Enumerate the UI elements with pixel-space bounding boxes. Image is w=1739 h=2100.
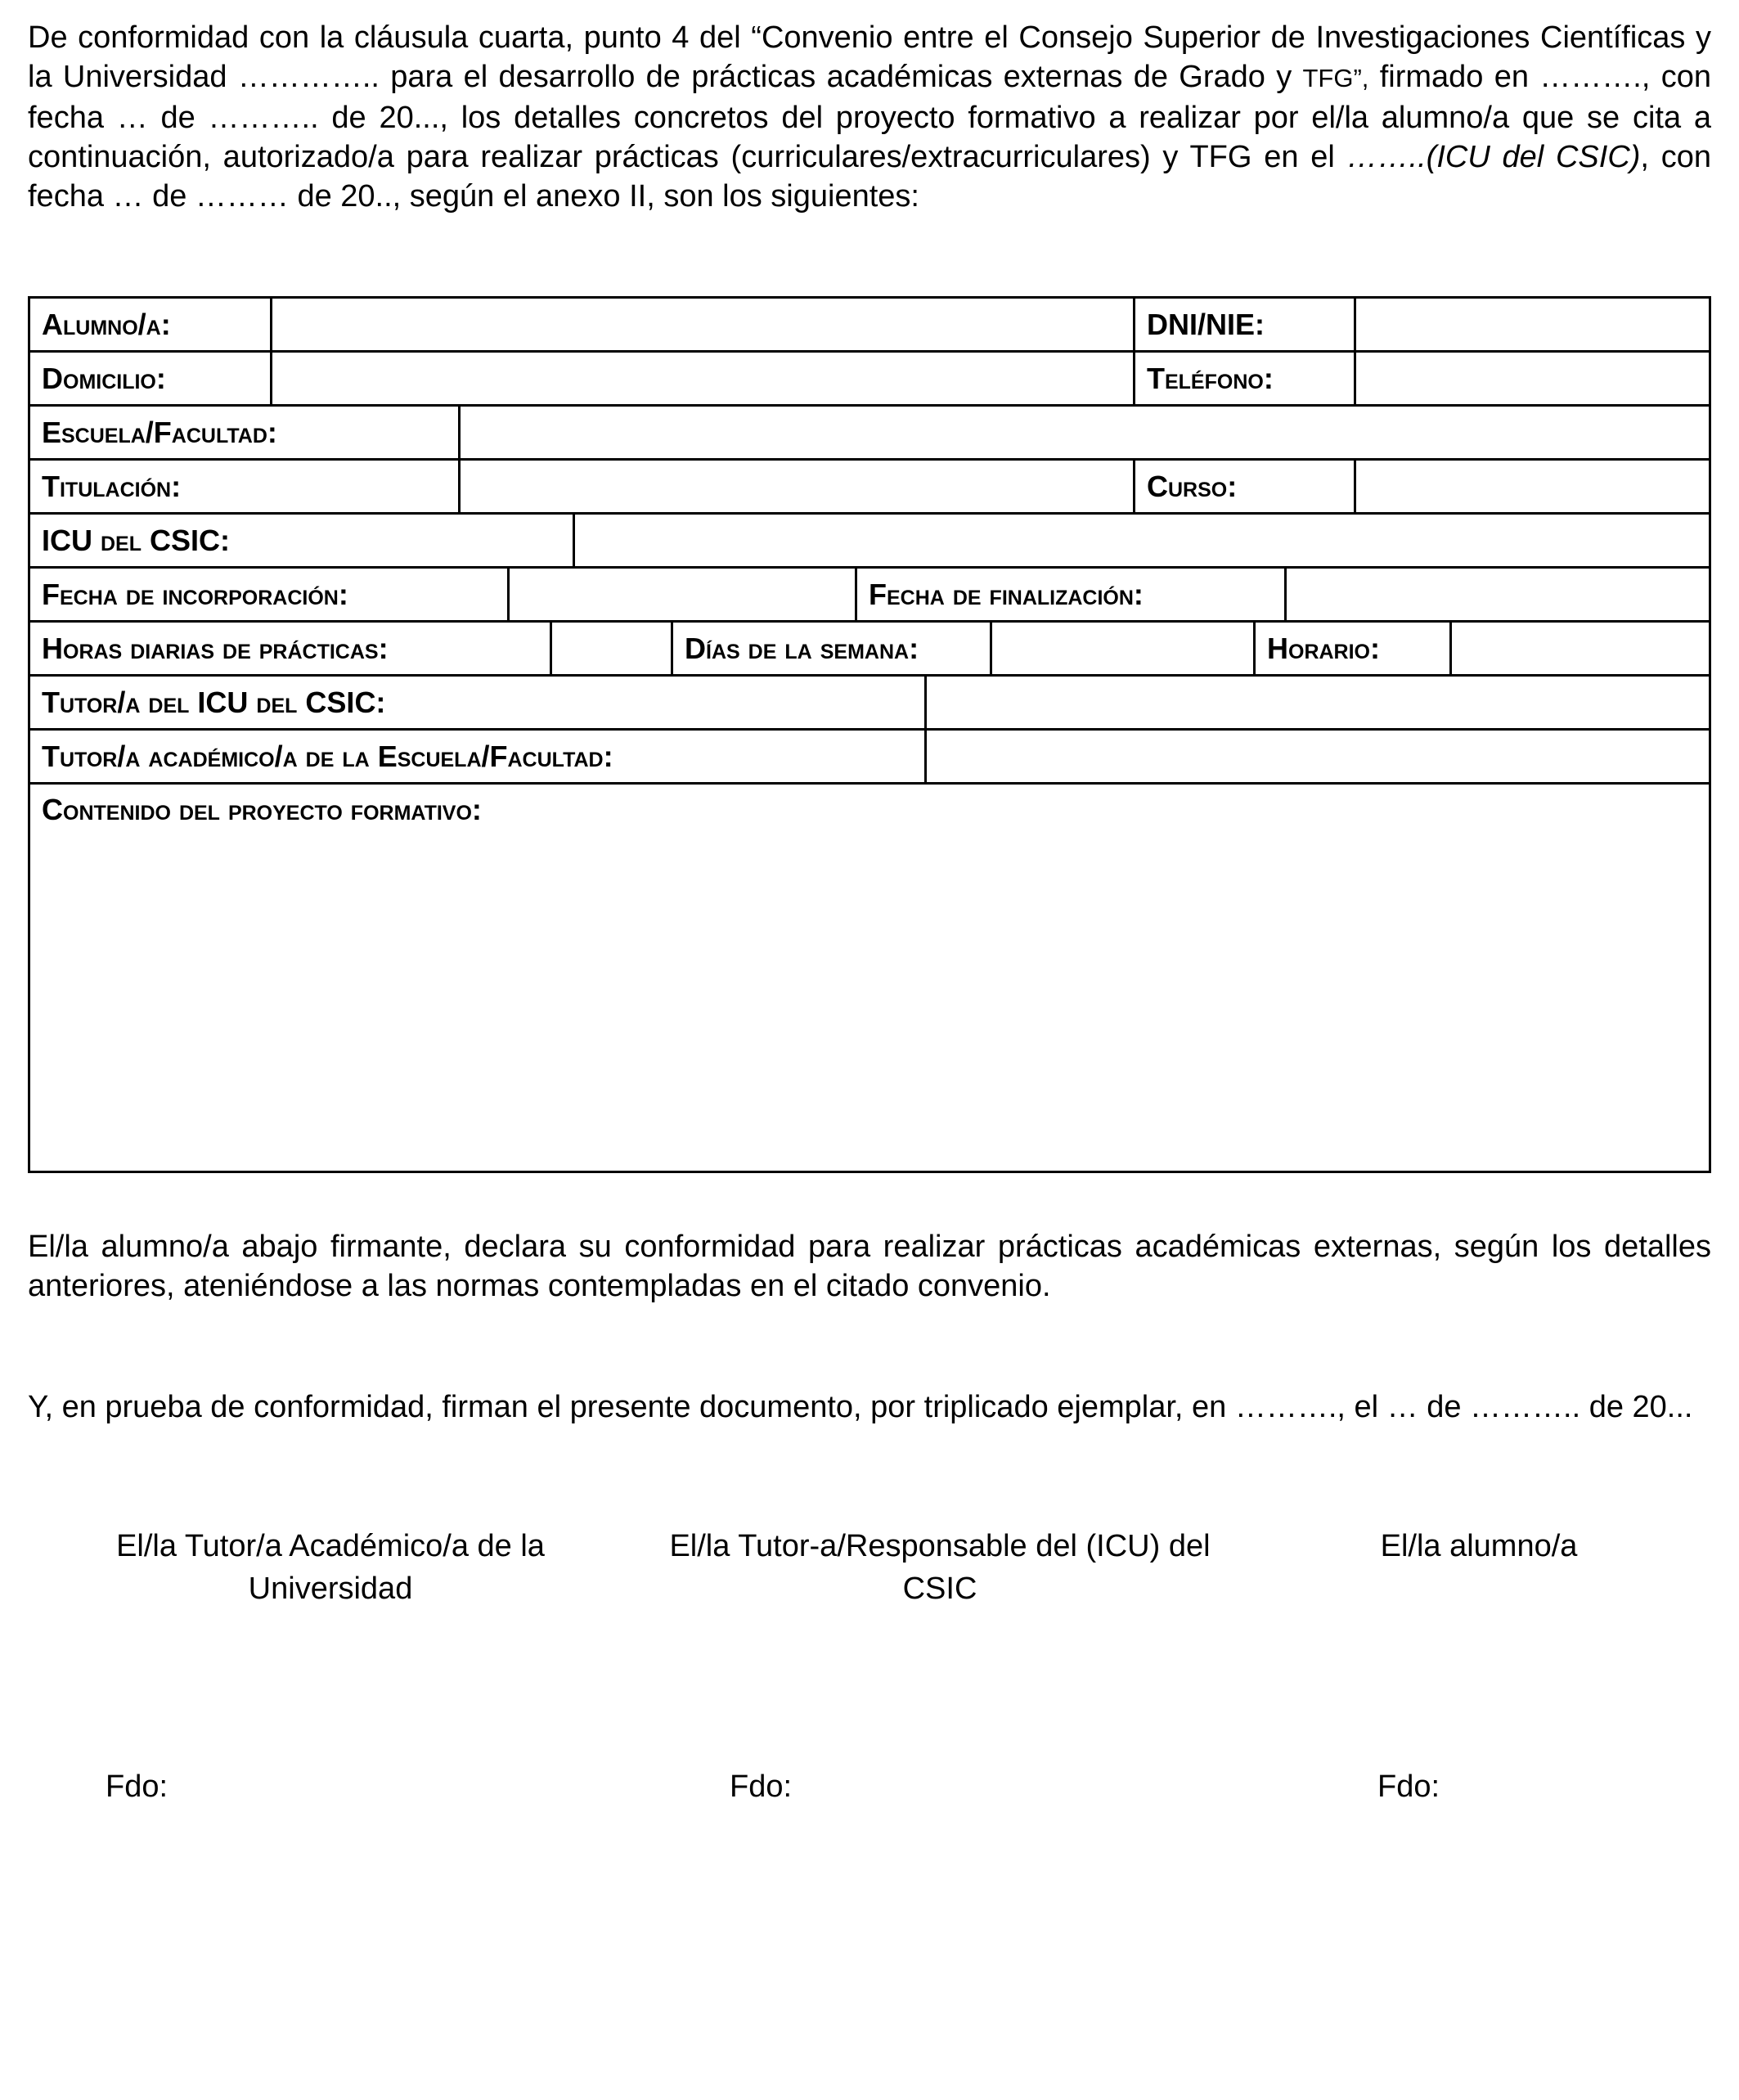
dni-value-cell[interactable] — [1356, 299, 1709, 350]
table-row-fechas — [30, 569, 1709, 623]
table-row-escuela — [30, 407, 1709, 461]
signature-title-student: El/la alumno/a — [1380, 1529, 1578, 1563]
signature-title-university-tutor: El/la Tutor/a Académico/a de la Universidad — [116, 1529, 545, 1606]
horas-label: Horas diarias de prácticas: — [42, 631, 389, 665]
telefono-label-cell — [1135, 353, 1356, 404]
curso-label-cell — [1135, 461, 1356, 512]
titulacion-label-cell — [30, 461, 461, 512]
fecha-incorporacion-label-cell — [30, 569, 510, 620]
domicilio-label-cell — [30, 353, 272, 404]
intro-seg-icu-italic: ……..(ICU del CSIC) — [1346, 140, 1641, 174]
intro-seg1: De conformidad con la cláusula cuarta, punto 4 del “Convenio entre el Consejo Superior de Investigaciones Científicas y la Universidad ………….. para el desarrollo de prácticas académicas externas de Grado y — [28, 20, 1711, 94]
table-row-horario — [30, 623, 1709, 677]
fecha-finalizacion-label: Fecha de finalización: — [869, 577, 1144, 611]
fdo-label-csic: Fdo: — [730, 1769, 793, 1804]
tutor-academico-label-cell — [30, 731, 927, 782]
tutor-icu-value-cell[interactable] — [927, 677, 1709, 728]
fecha-finalizacion-label-cell — [857, 569, 1287, 620]
table-row-contenido — [30, 785, 1709, 1171]
escuela-label-cell — [30, 407, 461, 458]
signature-col-university — [28, 1525, 633, 1610]
icu-value-cell[interactable] — [575, 515, 1709, 566]
alumno-label-cell — [30, 299, 272, 350]
domicilio-value-cell[interactable] — [272, 353, 1135, 404]
icu-label: ICU del CSIC: — [42, 523, 230, 557]
declaration-paragraph: El/la alumno/a abajo firmante, declara su conformidad para realizar prácticas académicas externas, según los detalles anteriores, ateniéndose a las normas contempladas en el citado convenio. — [28, 1230, 1711, 1303]
tutor-academico-value-cell[interactable] — [927, 731, 1709, 782]
signature-fdo-row — [28, 1769, 1711, 1805]
signature-col-csic — [633, 1525, 1247, 1610]
contenido-cell[interactable] — [30, 785, 1709, 1171]
fdo-label-university: Fdo: — [106, 1769, 169, 1804]
curso-value-cell[interactable] — [1356, 461, 1709, 512]
signature-titles-row — [28, 1525, 1711, 1610]
intro-seg3: , con fecha … de ……… de 20.., según el anexo II, son los siguientes: — [28, 140, 1711, 214]
alumno-label: Alumno/a: — [42, 307, 171, 341]
tutor-academico-label: Tutor/a académico/a de la Escuela/Facultad: — [42, 739, 613, 773]
telefono-label: Teléfono: — [1147, 361, 1274, 395]
fecha-finalizacion-value-cell[interactable] — [1287, 569, 1709, 620]
escuela-value-cell[interactable] — [461, 407, 1709, 458]
contenido-label: Contenido del proyecto formativo: — [42, 793, 482, 826]
escuela-label: Escuela/Facultad: — [42, 415, 277, 449]
horas-value-cell[interactable] — [552, 623, 673, 674]
table-row-icu — [30, 515, 1709, 569]
horas-label-cell — [30, 623, 552, 674]
alumno-value-cell[interactable] — [272, 299, 1135, 350]
fdo-label-student: Fdo: — [1377, 1769, 1440, 1804]
form-table — [28, 296, 1711, 1173]
domicilio-label: Domicilio: — [42, 361, 166, 395]
table-row-tutor-icu — [30, 677, 1709, 731]
closing-paragraph: Y, en prueba de conformidad, firman el presente documento, por triplicado ejemplar, en ………., el … de ……….. de 20... — [28, 1390, 1693, 1424]
tutor-icu-label: Tutor/a del ICU del CSIC: — [42, 685, 386, 719]
table-row-titulacion — [30, 461, 1709, 515]
table-row-alumno — [30, 299, 1709, 353]
intro-seg-tfg: TFG”, — [1302, 64, 1369, 92]
fecha-incorporacion-value-cell[interactable] — [510, 569, 857, 620]
intro-paragraph — [28, 18, 1711, 216]
horario-label: Horario: — [1267, 631, 1380, 665]
titulacion-label: Titulación: — [42, 469, 182, 503]
horario-label-cell — [1256, 623, 1452, 674]
intro-seg2: firmado en ………., con fecha … de ……….. de 20..., los detalles concretos del proyecto formativo a realizar por el/la alumno/a que se cita a continuación, autorizado/a para realizar prácticas (curriculares/extracurriculares) y TFG en el — [28, 60, 1711, 174]
dni-label-cell — [1135, 299, 1356, 350]
dias-label-cell — [673, 623, 992, 674]
table-row-domicilio — [30, 353, 1709, 407]
icu-label-cell — [30, 515, 575, 566]
dias-label: Días de la semana: — [685, 631, 919, 665]
fecha-incorporacion-label: Fecha de incorporación: — [42, 577, 348, 611]
telefono-value-cell[interactable] — [1356, 353, 1709, 404]
horario-value-cell[interactable] — [1452, 623, 1709, 674]
titulacion-value-cell[interactable] — [461, 461, 1135, 512]
signature-title-csic-tutor: El/la Tutor-a/Responsable del (ICU) del CSIC — [669, 1529, 1211, 1606]
table-row-tutor-academico — [30, 731, 1709, 785]
tutor-icu-label-cell — [30, 677, 927, 728]
dni-label: DNI/NIE: — [1147, 307, 1265, 341]
curso-label: Curso: — [1147, 469, 1238, 503]
dias-value-cell[interactable] — [992, 623, 1256, 674]
signature-col-student — [1247, 1525, 1711, 1610]
